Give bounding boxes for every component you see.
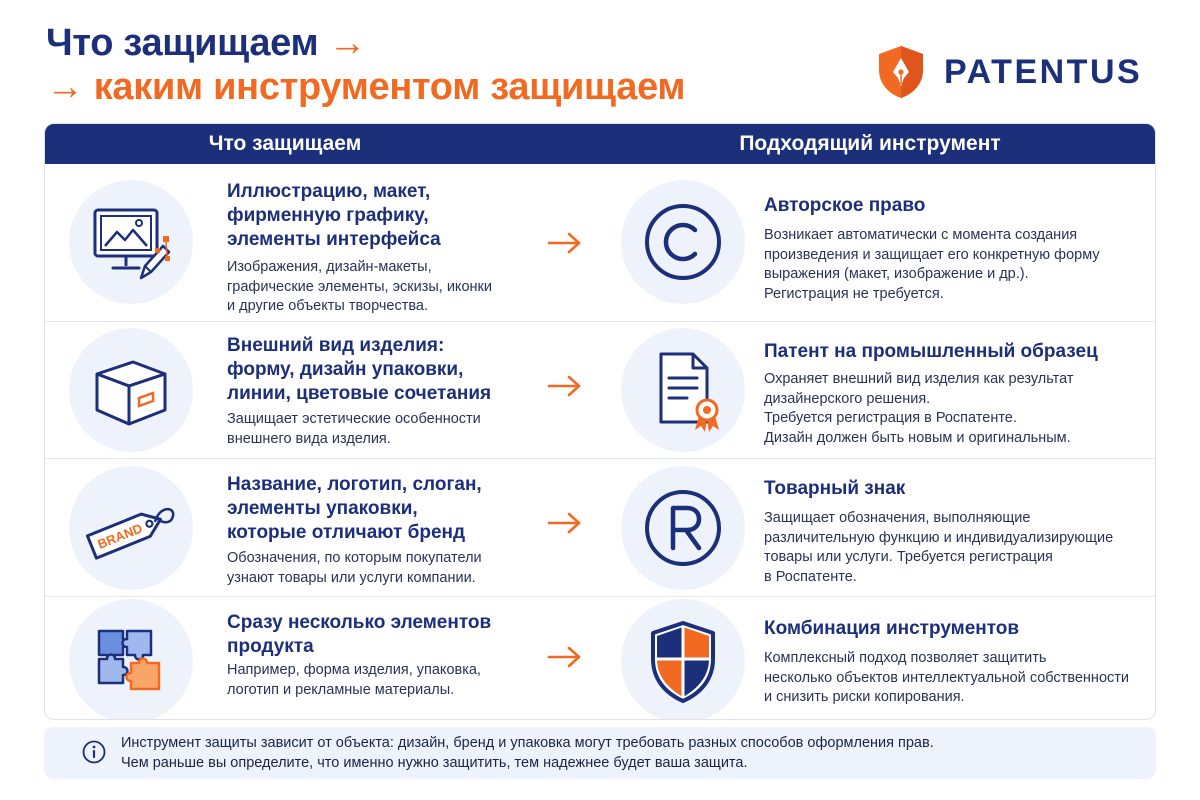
column-header-tools: Подходящий инструмент <box>739 132 1001 155</box>
package-box-icon <box>79 338 183 442</box>
puzzle-pieces-icon <box>79 609 183 713</box>
certificate-document-icon <box>631 338 735 442</box>
table-row <box>45 321 1155 458</box>
tool-description: Охраняет внешний вид изделия как результат дизайнерского решения. Требуется регистрация в Роспатенте. Дизайн должен быть новым и оригинальным. <box>764 371 1074 446</box>
header <box>0 0 1200 124</box>
tool-description: Защищает обозначения, выполняющие различительную функцию и индивидуализирующие товары или услуги. Требуется регистрация в Роспатенте. <box>764 510 1114 585</box>
tool-title: Товарный знак <box>764 478 906 499</box>
object-icon-circle <box>69 180 193 304</box>
object-icon-circle <box>69 599 193 720</box>
table-header <box>45 124 1155 164</box>
object-icon-circle <box>69 328 193 452</box>
object-title: Иллюстрацию, макет, фирменную графику, элементы интерфейса <box>227 181 441 250</box>
tool-description: Возникает автоматически с момента создания произведения и защищает его конкретную форму выражения (макет, изображение и др.). Регистрация не требуется. <box>764 227 1100 302</box>
brand-logo <box>876 44 1142 100</box>
arrow-right-icon: → <box>46 66 84 108</box>
object-icon-circle <box>69 466 193 590</box>
note-text-line1: Инструмент защиты зависит от объекта: дизайн, бренд и упаковка могут требовать разных способов оформления прав. <box>121 735 934 751</box>
info-note <box>44 727 1156 779</box>
svg-text:BRAND: BRAND <box>95 520 145 552</box>
page-title-line1: Что защищаем → <box>46 22 367 64</box>
tool-description: Комплексный подход позволяет защитить несколько объектов интеллектуальной собственности и снизить риски копирования. <box>764 650 1129 705</box>
object-description: Защищает эстетические особенности внешнего вида изделия. <box>227 411 481 447</box>
info-icon <box>82 740 106 764</box>
column-header-objects: Что защищаем <box>208 132 362 155</box>
shield-logo-icon <box>876 44 926 100</box>
arrow-right-icon <box>547 511 583 535</box>
brand-name: PATENTUS <box>944 52 1143 91</box>
arrow-right-icon <box>547 645 583 669</box>
monitor-design-icon <box>79 190 183 294</box>
shield-icon <box>631 609 735 713</box>
object-title: Внешний вид изделия: форму, дизайн упаковки, линии, цветовые сочетания <box>227 335 492 404</box>
brand-tag-icon <box>79 476 183 580</box>
table-row <box>45 164 1155 321</box>
tool-title: Комбинация инструментов <box>764 618 1020 639</box>
page-title-line2: → каким инструментом защищаем <box>46 66 686 108</box>
object-description: Обозначения, по которым покупатели узнают товары или услуги компании. <box>227 550 482 586</box>
arrow-right-icon <box>547 231 583 255</box>
note-text-line2: Чем раньше вы определите, что именно нужно защитить, тем надежнее будет ваша защита. <box>121 755 748 771</box>
table-row <box>45 596 1155 720</box>
copyright-icon <box>631 190 735 294</box>
tool-icon-circle <box>621 180 745 304</box>
registered-trademark-icon <box>631 476 735 580</box>
object-title: Сразу несколько элементов продукта <box>227 612 492 657</box>
object-title: Название, логотип, слоган, элементы упаковки, которые отличают бренд <box>227 474 482 543</box>
table-row <box>45 458 1155 596</box>
arrow-right-icon <box>547 374 583 398</box>
tool-icon-circle <box>621 599 745 720</box>
tool-title: Авторское право <box>764 195 926 216</box>
comparison-table <box>44 123 1156 720</box>
object-description: Изображения, дизайн-макеты, графические элементы, эскизы, иконки и другие объекты творчества. <box>227 259 492 314</box>
tool-title: Патент на промышленный образец <box>764 341 1098 362</box>
object-description: Например, форма изделия, упаковка, логотип и рекламные материалы. <box>227 662 481 698</box>
tool-icon-circle <box>621 466 745 590</box>
arrow-right-icon: → <box>328 22 367 64</box>
tool-icon-circle <box>621 328 745 452</box>
